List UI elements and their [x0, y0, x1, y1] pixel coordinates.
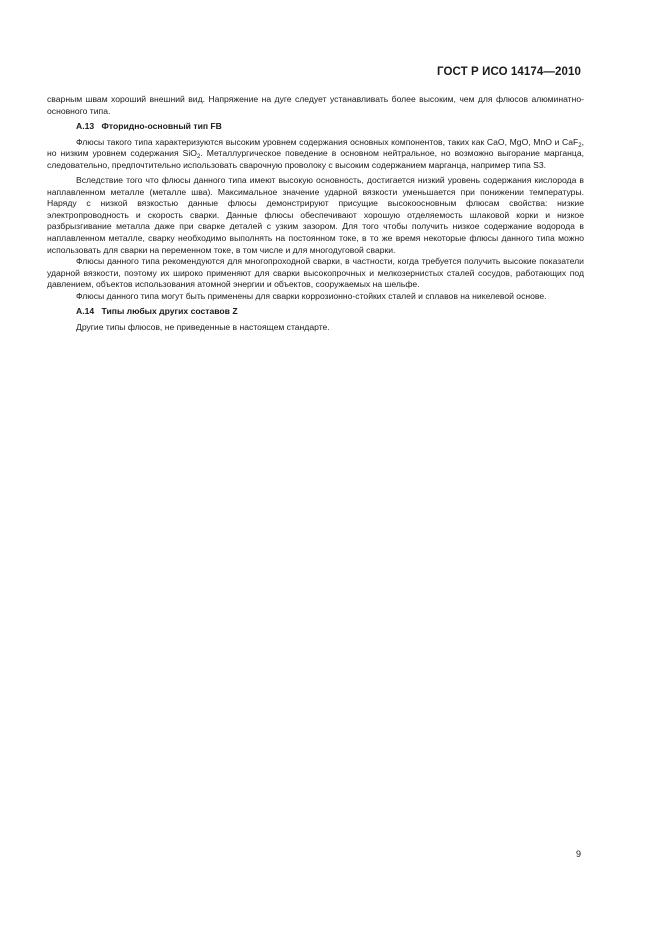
- page-number: 9: [575, 849, 581, 859]
- a13-paragraph-alloys: Флюсы данного типа могут быть применены для сварки коррозионно-стойких сталей и сплавов на никелевой основе.: [76, 290, 547, 301]
- a13-p1-text-1: Флюсы такого типа характеризуются высоким уровнем содержания основных компонентов, таких как CaO, MgO, MnO и CaF: [76, 136, 579, 147]
- document-code-header: ГОСТ Р ИСО 14174—2010: [436, 66, 581, 78]
- a14-paragraph: Другие типы флюсов, не приведенные в настоящем стандарте.: [76, 321, 330, 332]
- section-number-a13: А.13: [76, 121, 95, 132]
- a13-p1-subscript-1: 2: [578, 142, 582, 149]
- a13-p1-subscript-2: 2: [197, 154, 201, 161]
- a13-paragraph-applications: Флюсы данного типа рекомендуются для многопроходной сварки, в частности, когда требуется получить высокие показатели ударной вязкости, поэтому их широко применяют для сварки высокопрочных и мелкозернистых сталей сосудов, работающих под давлением, объектов использования атомной энергии и объектов, сооружаемых на шельфе.: [47, 256, 584, 290]
- section-number-a14: А.14: [76, 306, 95, 317]
- intro-paragraph: сварным швам хороший внешний вид. Напряжение на дуге следует устанавливать более высоким, чем для флюсов алюминатно-основного типа.: [47, 94, 584, 116]
- a13-paragraph-properties: Вследствие того что флюсы данного типа имеют высокую основность, достигается низкий уровень содержания кислорода в наплавленном металле (металле шва). Максимальное значение ударной вязкости уменьшается при понижении температуры. Наряду с низкой вязкостью данные флюсы демонстрируют присущие высокоосновным флюсам свойства: низкие электропроводность и скорость сварки. Данные флюсы обеспечивают хорошую отделяемость шлаковой корки и низкое разбрызгивание металла даже при сварке деталей с узким зазором. Для того чтобы получить низкое содержание водорода в наплавленном металле, сварку необходимо выполнять на постоянном токе, в то же время некоторые флюсы данного типа можно использовать для сварки на переменном токе, в том числе и для многодуговой сварки.: [47, 175, 584, 255]
- a13-p1-text-3: . Металлургическое поведение в основном нейтральное, но возможно выгорание марганца, следовательно, предпочтительно использовать сварочную проволоку с высоким содержанием марганца, например типа S3.: [47, 148, 584, 170]
- section-heading-a14: [47, 306, 584, 318]
- a13-p1-text-2: , но низким уровнем содержания SiO: [47, 136, 584, 159]
- section-title-a13: Фторидно-основный тип FB: [101, 121, 222, 132]
- section-title-a14: Типы любых других составов Z: [101, 306, 238, 317]
- a13-paragraph-composition: [47, 137, 584, 172]
- page-content: [47, 94, 584, 333]
- section-heading-a13: [47, 121, 584, 133]
